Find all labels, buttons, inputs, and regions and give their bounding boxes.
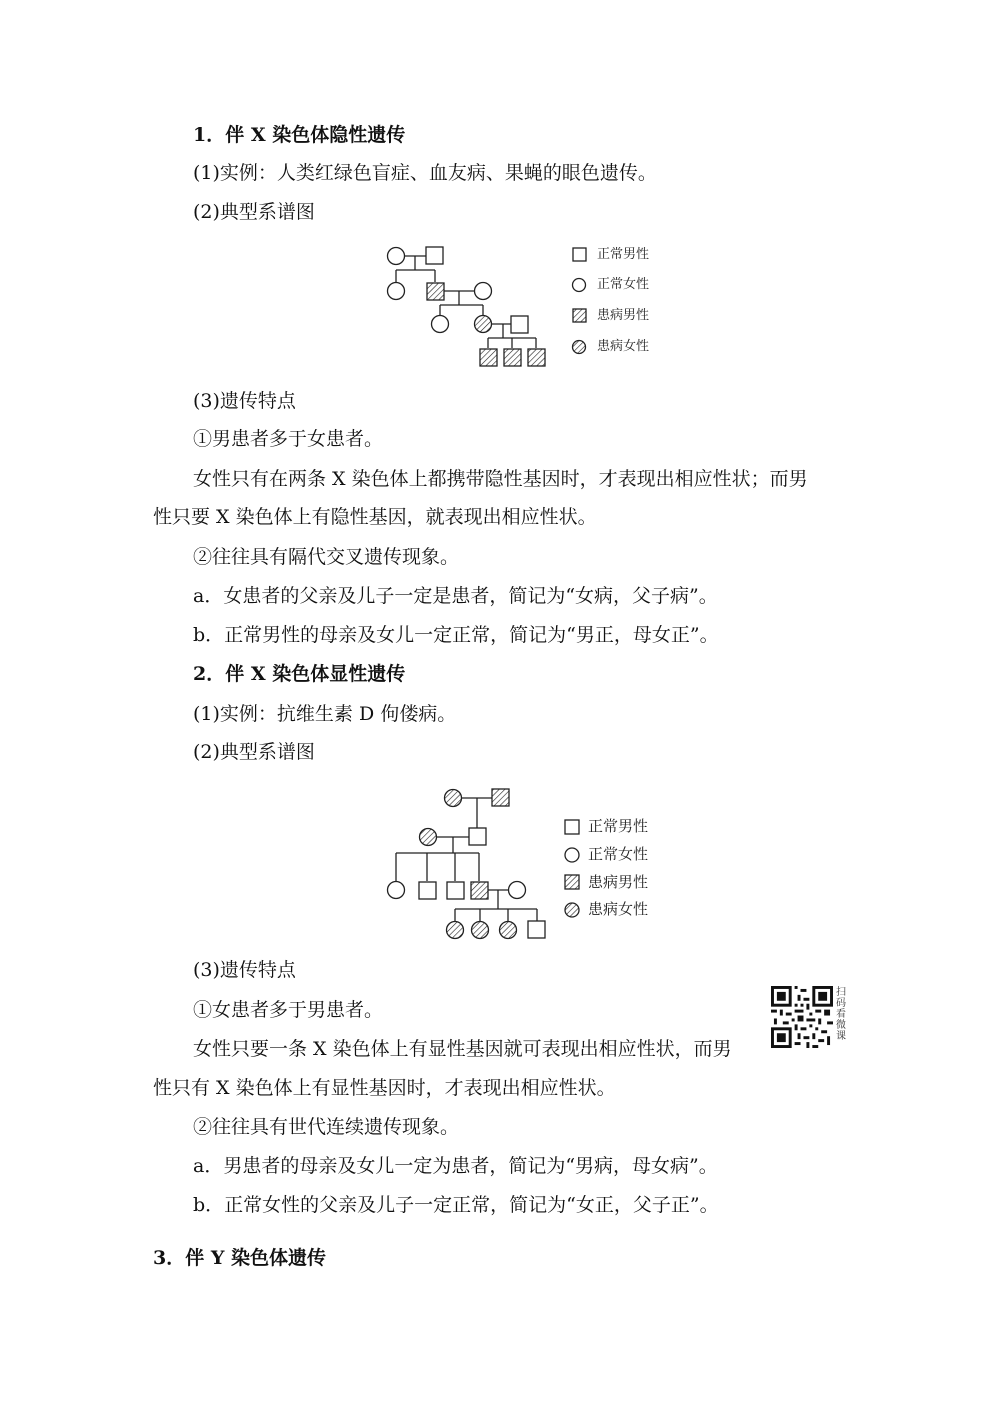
section1-point2: ②往往具有隔代交叉遗传现象。 — [193, 546, 460, 568]
affected-female-symbol — [445, 790, 462, 807]
normal-male-symbol — [528, 921, 545, 938]
legend-normal-male-icon — [573, 248, 586, 261]
affected-male-symbol — [480, 349, 497, 366]
legend-normal-female-label: 正常女性 — [597, 277, 650, 292]
normal-male-symbol — [447, 882, 464, 899]
legend-normal-male-label: 正常男性 — [588, 817, 649, 835]
section1-pedigree-title: (2)典型系谱图 — [193, 201, 315, 223]
section2-point2: ②往往具有世代连续遗传现象。 — [193, 1116, 460, 1138]
legend-normal-female-icon — [573, 279, 586, 292]
qr-code[interactable] — [771, 986, 833, 1048]
affected-female-symbol — [500, 922, 517, 939]
affected-male-symbol — [471, 882, 488, 899]
affected-male-symbol — [492, 789, 509, 806]
section1-explain-line2: 性只要 X 染色体上有隐性基因，就表现出相应性状。 — [153, 506, 597, 528]
section3-heading: 3．伴 Y 染色体遗传 — [153, 1247, 327, 1269]
legend-normal-female-icon — [565, 848, 579, 862]
legend-normal-female-label: 正常女性 — [588, 845, 649, 863]
affected-male-symbol — [528, 349, 545, 366]
legend-affected-female-icon — [573, 341, 586, 354]
section1-point1: ①男患者多于女患者。 — [193, 428, 384, 450]
section2-pedigree-title: (2)典型系谱图 — [193, 741, 315, 763]
section2-item-b: b．正常女性的父亲及儿子一定正常，简记为“女正，父子正”。 — [193, 1194, 719, 1216]
section2-explain-line2: 性只有 X 染色体上有显性基因时，才表现出相应性状。 — [153, 1077, 616, 1099]
legend-normal-male-label: 正常男性 — [597, 247, 650, 262]
normal-female-symbol — [475, 283, 492, 300]
normal-female-symbol — [388, 283, 405, 300]
section2-explain-line1: 女性只要一条 X 染色体上有显性基因就可表现出相应性状，而男 — [193, 1038, 732, 1060]
section2-point1: ①女患者多于男患者。 — [193, 999, 384, 1021]
affected-female-symbol — [420, 829, 437, 846]
legend-affected-male-icon — [565, 875, 579, 889]
section2-heading: 2．伴 X 染色体显性遗传 — [193, 663, 406, 685]
affected-male-symbol — [504, 349, 521, 366]
legend-affected-male-label: 患病男性 — [588, 873, 649, 891]
legend-affected-male-icon — [573, 309, 586, 322]
normal-female-symbol — [388, 882, 405, 899]
section1-heading: 1．伴 X 染色体隐性遗传 — [193, 124, 406, 146]
normal-male-symbol — [419, 882, 436, 899]
section1-explain-line1: 女性只有在两条 X 染色体上都携带隐性基因时，才表现出相应性状；而男 — [193, 468, 808, 490]
legend-affected-female-icon — [565, 903, 579, 917]
qr-caption: 扫码看微课 — [836, 987, 846, 1042]
normal-male-symbol — [511, 316, 528, 333]
legend-affected-female-label: 患病女性 — [597, 339, 650, 354]
section1-item-a: a．女患者的父亲及儿子一定是患者，简记为“女病，父子病”。 — [193, 585, 718, 607]
section2-example: (1)实例：抗维生素 D 佝偻病。 — [193, 703, 457, 725]
section2-traits-title: (3)遗传特点 — [193, 959, 296, 981]
normal-male-symbol — [426, 247, 443, 264]
legend-affected-female-label: 患病女性 — [588, 900, 649, 918]
section1-traits-title: (3)遗传特点 — [193, 390, 296, 412]
affected-female-symbol — [472, 922, 489, 939]
section1-item-b: b．正常男性的母亲及女儿一定正常，简记为“男正，母女正”。 — [193, 624, 719, 646]
legend-normal-male-icon — [565, 820, 579, 834]
affected-female-symbol — [447, 922, 464, 939]
normal-female-symbol — [388, 248, 405, 265]
normal-female-symbol — [509, 882, 526, 899]
normal-female-symbol — [432, 316, 449, 333]
normal-male-symbol — [469, 828, 486, 845]
legend-affected-male-label: 患病男性 — [597, 308, 650, 323]
affected-male-symbol — [427, 283, 444, 300]
section2-item-a: a．男患者的母亲及女儿一定为患者，简记为“男病，母女病”。 — [193, 1155, 718, 1177]
section1-example: (1)实例：人类红绿色盲症、血友病、果蝇的眼色遗传。 — [193, 162, 657, 184]
affected-female-symbol — [475, 316, 492, 333]
